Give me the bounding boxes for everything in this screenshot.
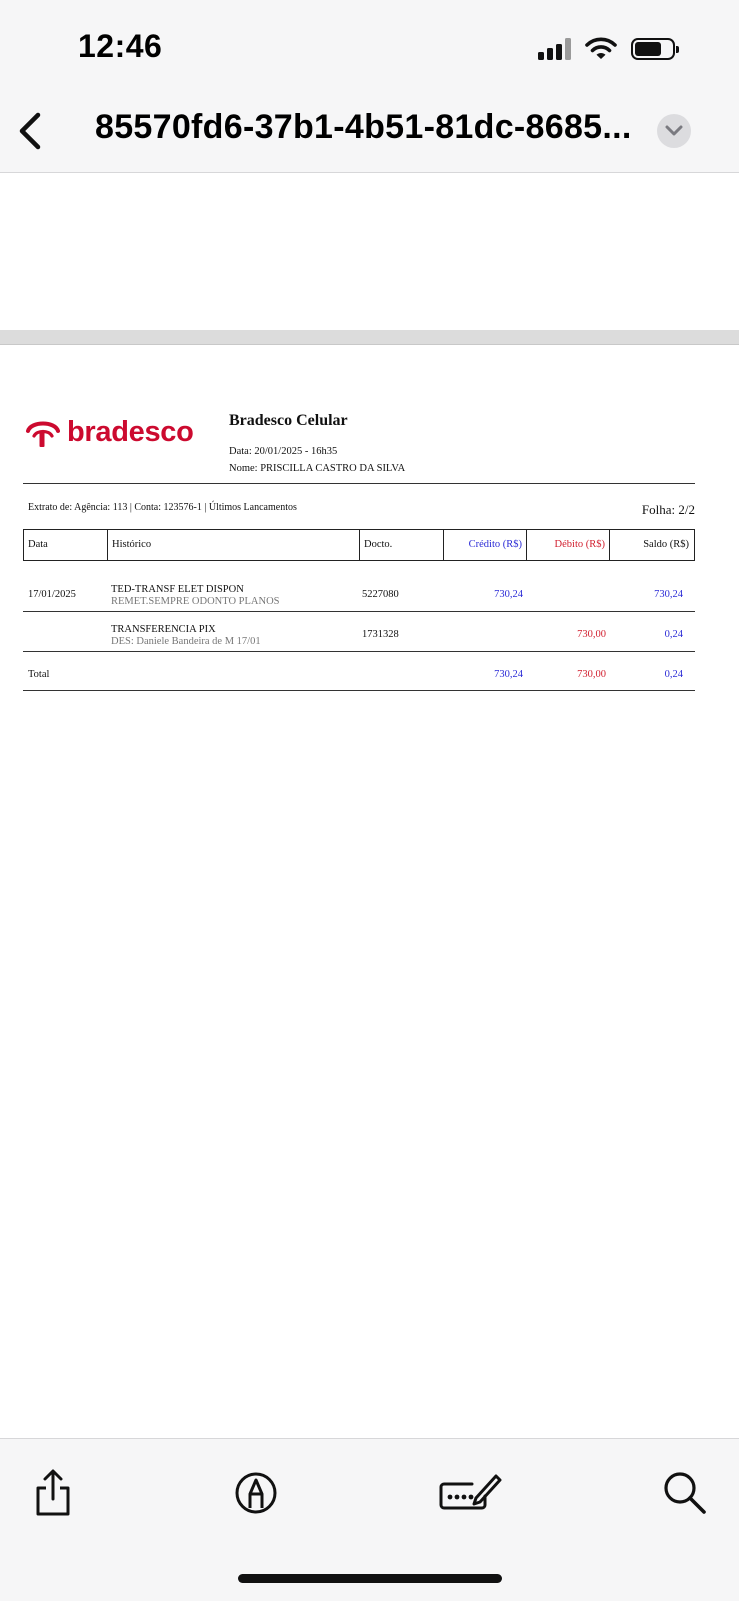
divider bbox=[23, 483, 695, 484]
col-docto: Docto. bbox=[364, 539, 393, 550]
battery-icon bbox=[631, 38, 675, 60]
bradesco-tree-icon bbox=[25, 417, 61, 449]
table-bottom-border bbox=[23, 690, 695, 691]
row-historico: TRANSFERENCIA PIX bbox=[111, 624, 216, 635]
statement-date: Data: 20/01/2025 - 16h35 bbox=[229, 446, 338, 457]
document-title[interactable]: 85570fd6-37b1-4b51-81dc-8685... bbox=[95, 108, 632, 146]
col-divider bbox=[359, 530, 360, 560]
home-indicator[interactable] bbox=[238, 1574, 502, 1583]
col-divider bbox=[107, 530, 108, 560]
col-historico: Histórico bbox=[112, 539, 152, 550]
row-divider bbox=[23, 651, 695, 652]
account-info: Extrato de: Agência: 113 | Conta: 123576-1 | Últimos Lancamentos bbox=[28, 502, 297, 513]
row-saldo: 0,24 bbox=[664, 629, 683, 640]
row-divider bbox=[23, 611, 695, 612]
row-data: 17/01/2025 bbox=[28, 589, 76, 600]
markup-pen-icon[interactable] bbox=[231, 1468, 281, 1518]
cellular-signal-icon bbox=[538, 38, 571, 60]
row-historico-sub: DES: Daniele Bandeira de M 17/01 bbox=[111, 636, 261, 647]
col-saldo: Saldo (R$) bbox=[643, 539, 689, 550]
status-icons bbox=[538, 36, 675, 62]
total-debito: 730,00 bbox=[577, 669, 606, 680]
wifi-icon bbox=[585, 37, 617, 61]
row-credito: 730,24 bbox=[494, 589, 523, 600]
signature-icon[interactable] bbox=[438, 1468, 502, 1518]
total-label: Total bbox=[28, 669, 50, 680]
statement-title: Bradesco Celular bbox=[229, 412, 348, 429]
page-number: Folha: 2/2 bbox=[641, 502, 695, 517]
top-bar bbox=[0, 0, 739, 173]
logo-wordmark: bradesco bbox=[67, 416, 194, 448]
statement-name: Nome: PRISCILLA CASTRO DA SILVA bbox=[229, 463, 406, 474]
table-header bbox=[23, 529, 695, 561]
total-saldo: 0,24 bbox=[664, 669, 683, 680]
search-icon[interactable] bbox=[660, 1468, 710, 1518]
row-docto: 5227080 bbox=[362, 589, 399, 600]
back-chevron-icon[interactable] bbox=[14, 108, 48, 154]
title-menu-button[interactable] bbox=[657, 114, 691, 148]
total-credito: 730,24 bbox=[494, 669, 523, 680]
bradesco-logo bbox=[25, 416, 194, 449]
row-historico: TED-TRANSF ELET DISPON bbox=[111, 584, 244, 595]
row-docto: 1731328 bbox=[362, 629, 399, 640]
row-historico-sub: REMET.SEMPRE ODONTO PLANOS bbox=[111, 596, 280, 607]
page-separator bbox=[0, 330, 739, 345]
col-data: Data bbox=[28, 539, 48, 550]
col-credito: Crédito (R$) bbox=[468, 539, 522, 550]
status-time: 12:46 bbox=[78, 28, 163, 64]
chevron-down-icon bbox=[665, 125, 683, 137]
share-icon[interactable] bbox=[28, 1468, 78, 1518]
row-debito: 730,00 bbox=[577, 629, 606, 640]
col-debito: Débito (R$) bbox=[554, 539, 605, 550]
row-saldo: 730,24 bbox=[654, 589, 683, 600]
